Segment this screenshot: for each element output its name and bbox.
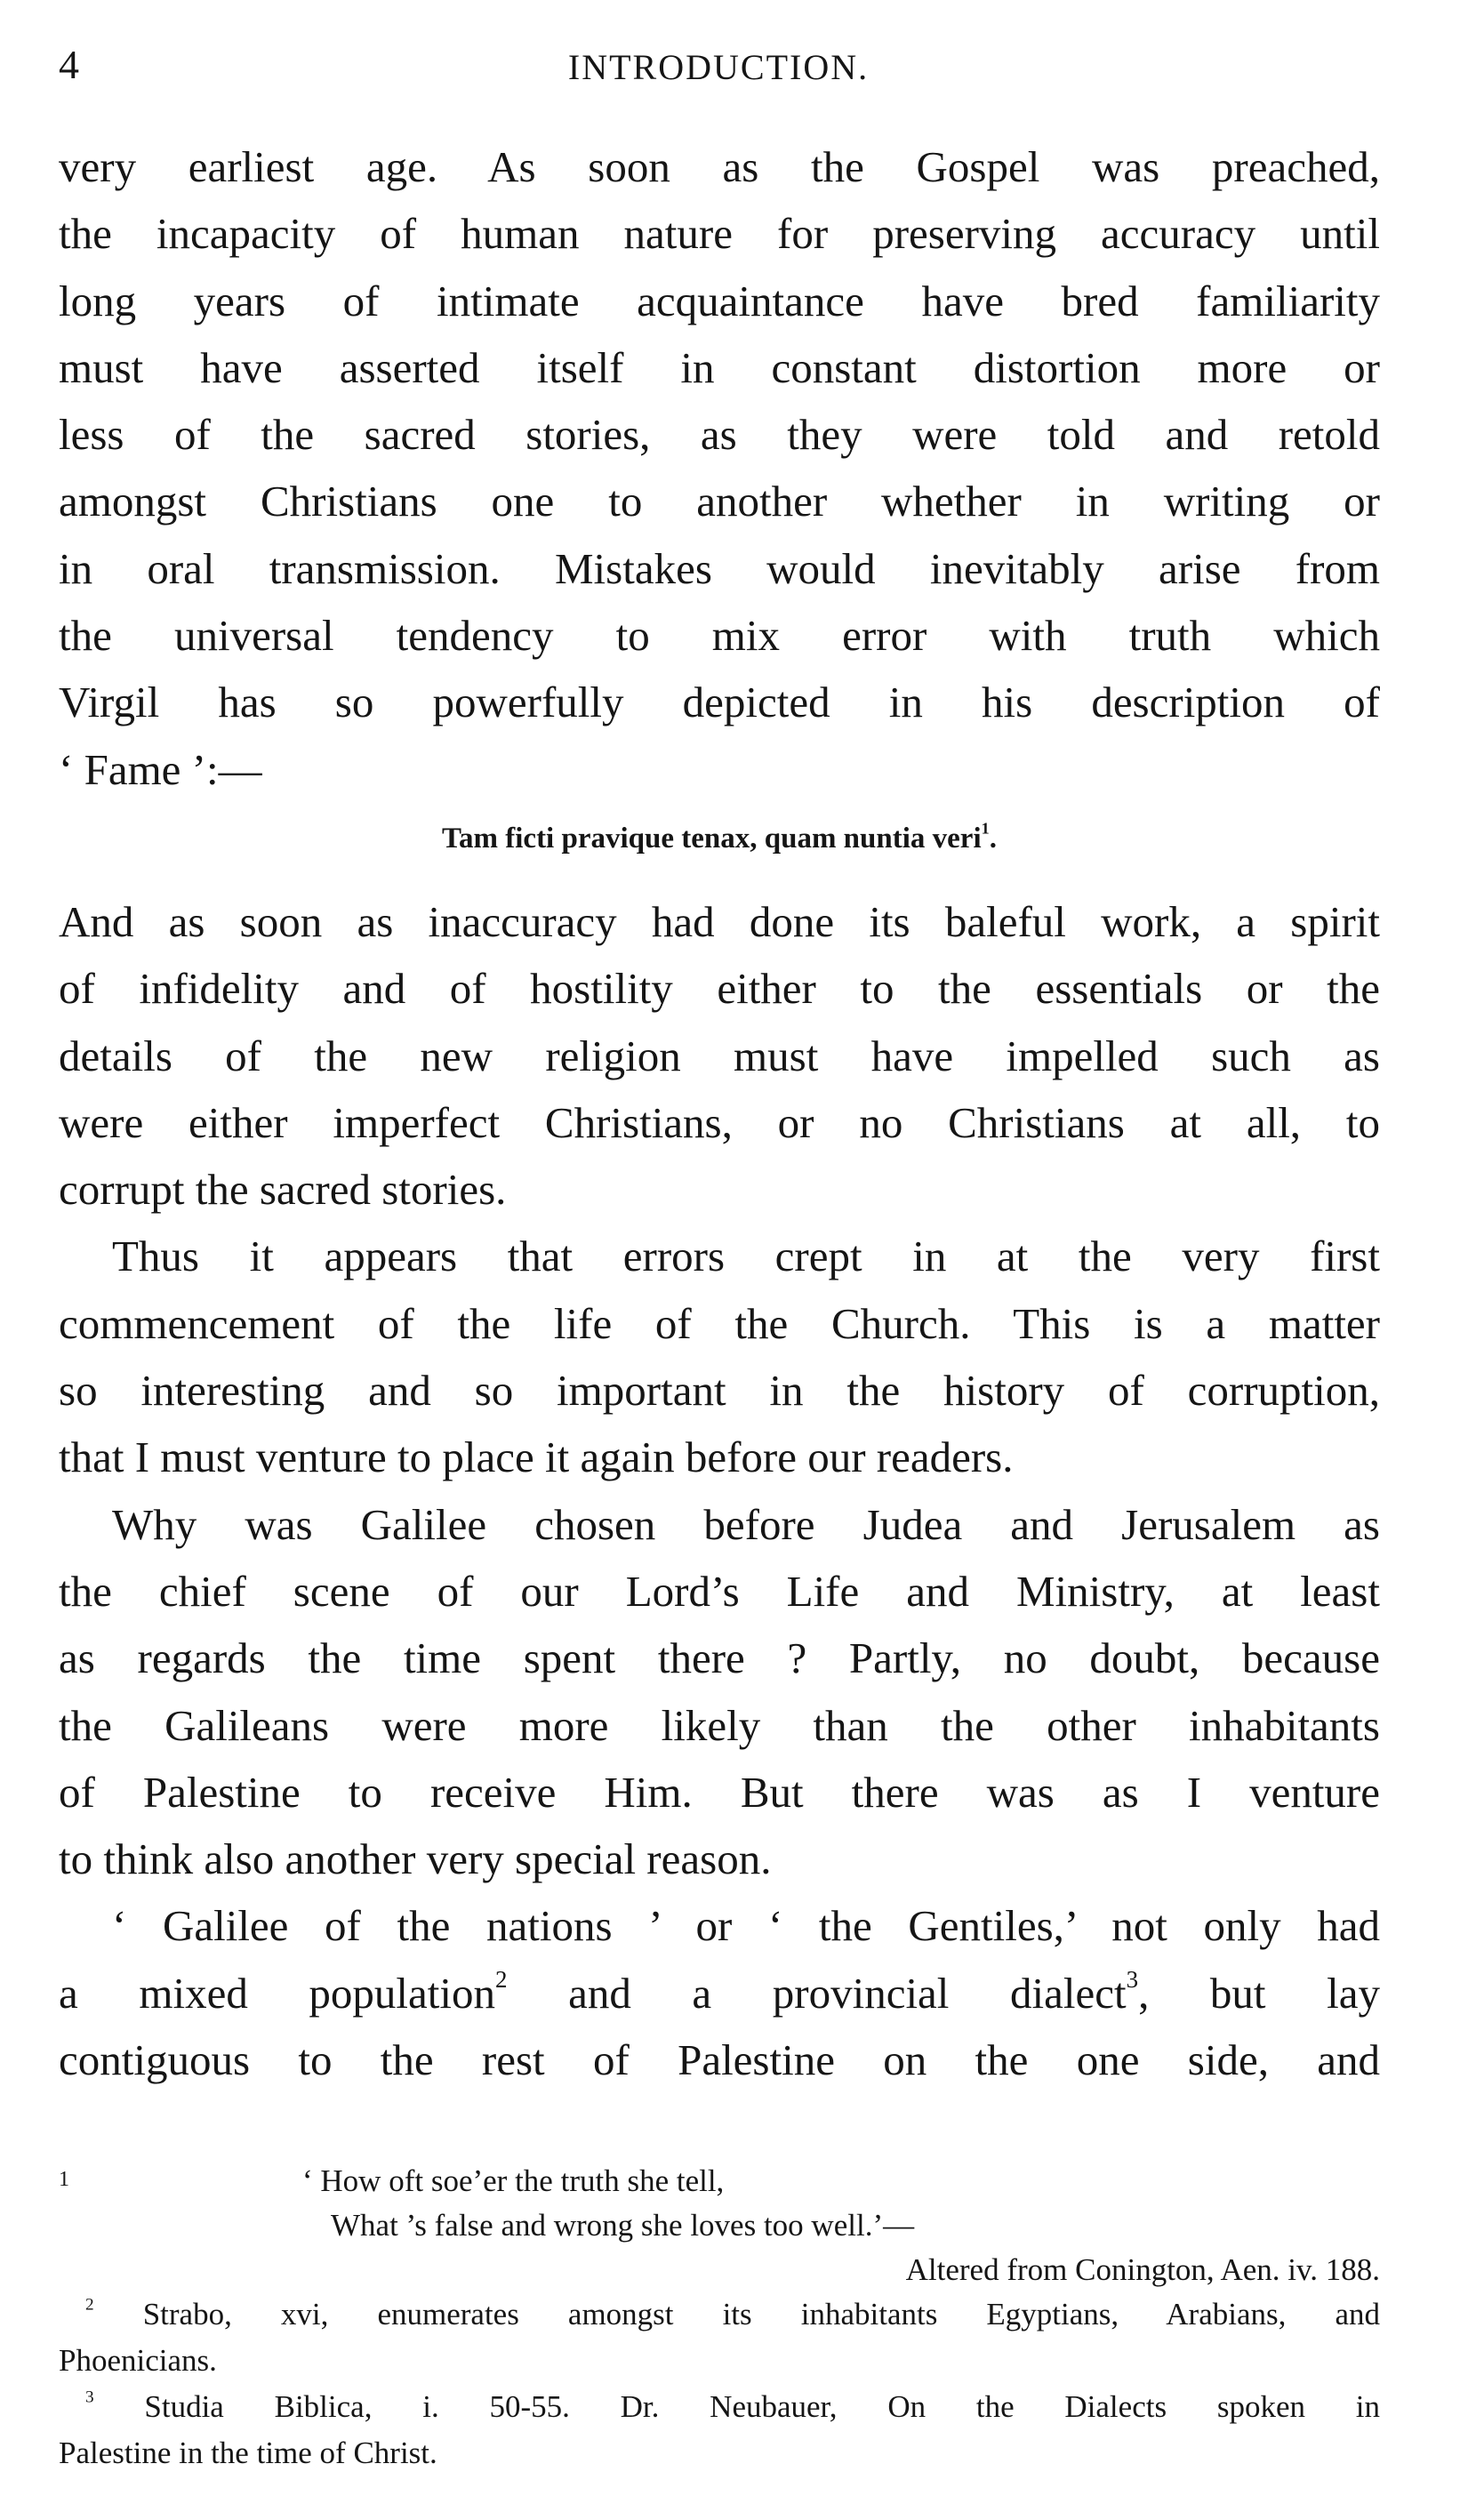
text-line: commencement of the life of the Church. This is a matter bbox=[59, 1298, 1380, 1348]
text-line: Why was Galilee chosen before Judea and Jerusalem as bbox=[112, 1499, 1380, 1549]
footnote-mark: 1 bbox=[59, 2168, 69, 2191]
footnote-line: Phoenicians. bbox=[59, 2343, 217, 2378]
text-line: that I must venture to place it again before our readers. bbox=[59, 1433, 1014, 1482]
page-number: 4 bbox=[59, 42, 79, 87]
text-line: contiguous to the rest of Palestine on the one side, and bbox=[59, 2035, 1380, 2085]
paragraph-2 bbox=[59, 888, 1380, 1223]
text-line: ‘ Galilee of the nations ’ or ‘ the Gentiles,’ not only had bbox=[112, 1901, 1380, 1951]
text-line: Thus it appears that errors crept in at the very first bbox=[112, 1232, 1380, 1281]
footnote-ref-3: 3 bbox=[1126, 1965, 1139, 1993]
footnote-3 bbox=[59, 2384, 1380, 2476]
text-line: the Galileans were more likely than the other inhabitants bbox=[59, 1700, 1380, 1750]
footnote-ref-1: 1 bbox=[981, 819, 990, 838]
text-line bbox=[59, 1960, 1380, 2026]
text-line: in oral transmission. Mistakes would inevitably arise from bbox=[59, 543, 1380, 593]
paragraph-3 bbox=[59, 1223, 1380, 1490]
footnote-1 bbox=[59, 2158, 1380, 2291]
text-line: amongst Christians one to another whether in writing or bbox=[59, 477, 1380, 526]
text-line: corrupt the sacred stories. bbox=[59, 1165, 507, 1215]
text-line: less of the sacred stories, as they were told and retold bbox=[59, 410, 1380, 460]
text-line: of infidelity and of hostility either to the essentials or the bbox=[59, 964, 1380, 1014]
footnotes bbox=[59, 2158, 1380, 2476]
text-line: long years of intimate acquaintance have bred familiarity bbox=[59, 276, 1380, 325]
footnote-poem-line: What ’s false and wrong she loves too well.’— bbox=[331, 2208, 915, 2243]
text-line: ‘ Fame ’:— bbox=[59, 744, 262, 794]
text-line: as regards the time spent there ? Partly, no doubt, because bbox=[59, 1633, 1380, 1683]
footnote-poem-line: ‘ How oft soe’er the truth she tell, bbox=[302, 2163, 725, 2198]
text-line: And as soon as inaccuracy had done its baleful work, a spirit bbox=[59, 896, 1380, 946]
text-line: were either imperfect Christians, or no Christians at all, to bbox=[59, 1097, 1380, 1147]
body-text bbox=[59, 133, 1380, 2093]
footnote-line: Palestine in the time of Christ. bbox=[59, 2436, 437, 2470]
footnote-ref-2: 2 bbox=[495, 1965, 508, 1993]
footnote-line bbox=[59, 2384, 1380, 2430]
page-header bbox=[59, 37, 1378, 100]
footnote-text: Strabo, xvi, enumerates amongst its inhabitants Egyptians, Arabians, and bbox=[93, 2297, 1380, 2331]
text-line: so interesting and so important in the history of corruption, bbox=[59, 1366, 1380, 1416]
text-segment: a mixed population bbox=[59, 1968, 496, 2018]
footnote-mark: 2 bbox=[85, 2295, 94, 2315]
paragraph-1 bbox=[59, 133, 1380, 803]
text-line: the chief scene of our Lord’s Life and Ministry, at least bbox=[59, 1566, 1380, 1616]
text-line: of Palestine to receive Him. But there was as I venture bbox=[59, 1767, 1380, 1817]
footnote-text: Studia Biblica, i. 50-55. Dr. Neubauer, On the Dialects spoken in bbox=[93, 2389, 1380, 2424]
text-line: very earliest age. As soon as the Gospel was preached, bbox=[59, 142, 1380, 191]
text-line: details of the new religion must have impelled such as bbox=[59, 1031, 1380, 1080]
text-segment: and a provincial dialect bbox=[507, 1968, 1127, 2018]
quotation-text: Tam ficti pravique tenax, quam nuntia veri bbox=[442, 822, 982, 855]
text-line: to think also another very special reason. bbox=[59, 1834, 772, 1884]
latin-quotation bbox=[59, 803, 1380, 888]
footnote-credit: Altered from Conington, Aen. iv. 188. bbox=[905, 2252, 1380, 2287]
running-title: INTRODUCTION. bbox=[567, 47, 870, 87]
quotation-end: . bbox=[989, 822, 997, 855]
footnote-line bbox=[59, 2291, 1380, 2338]
text-line: the universal tendency to mix error with truth which bbox=[59, 611, 1380, 661]
paragraph-5 bbox=[59, 1892, 1380, 2093]
footnote-mark: 3 bbox=[85, 2388, 94, 2407]
text-segment: , but lay bbox=[1138, 1968, 1380, 2018]
text-line: Virgil has so powerfully depicted in his description of bbox=[59, 678, 1380, 727]
paragraph-4 bbox=[59, 1491, 1380, 1893]
footnote-2 bbox=[59, 2291, 1380, 2384]
text-line: the incapacity of human nature for preserving accuracy until bbox=[59, 209, 1380, 259]
text-line: must have asserted itself in constant distortion more or bbox=[59, 342, 1380, 392]
